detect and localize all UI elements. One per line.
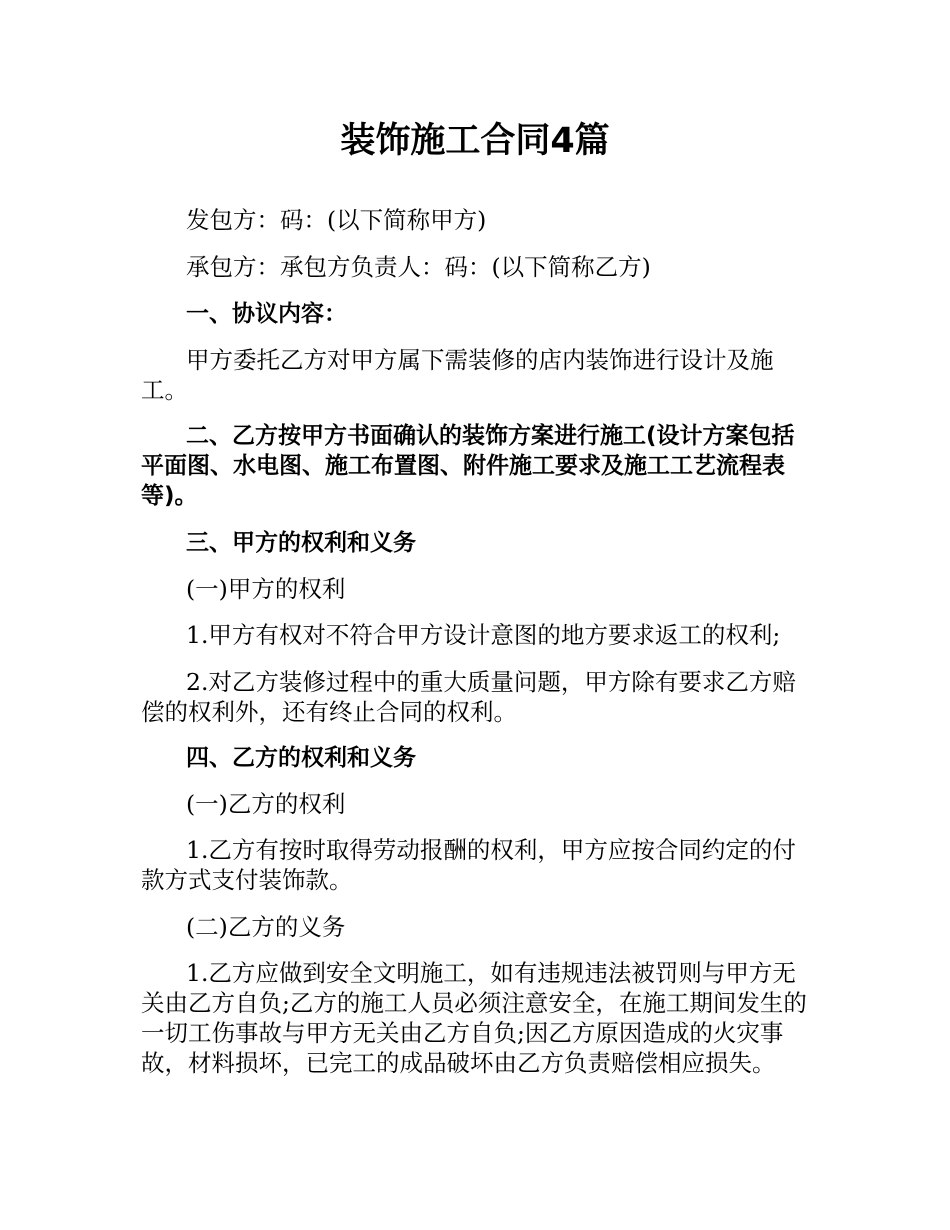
- subheading-party-a-rights: (一)甲方的权利: [186, 575, 346, 603]
- clause-contractor: 承包方：承包方负责人：码：(以下简称乙方): [186, 253, 651, 281]
- section-heading-party-a: 三、甲方的权利和义务: [186, 530, 416, 556]
- clause-agreement-content: 甲方委托乙方对甲方属下需装修的店内装饰进行设计及施工。: [141, 346, 774, 404]
- clause-party-a-right-1: 1.甲方有权对不符合甲方设计意图的地方要求返工的权利;: [186, 621, 781, 649]
- clause-party-a-right-2: 2.对乙方装修过程中的重大质量问题，甲方除有要求乙方赔偿的权利外，还有终止合同的权利。: [141, 668, 796, 726]
- document-title: 装饰施工合同4篇: [340, 121, 610, 161]
- subheading-party-b-obligations: (二)乙方的义务: [186, 913, 346, 941]
- section-heading-agreement: 一、协议内容：: [186, 301, 347, 327]
- clause-employer: 发包方：码：(以下简称甲方): [186, 206, 487, 234]
- section-heading-party-b: 四、乙方的权利和义务: [186, 745, 416, 771]
- clause-party-b-right-1: 1.乙方有按时取得劳动报酬的权利，甲方应按合同约定的付款方式支付装饰款。: [141, 836, 796, 894]
- clause-party-b-obligation-1: 1.乙方应做到安全文明施工，如有违规违法被罚则与甲方无关由乙方自负;乙方的施工人员必须注意安全，在施工期间发生的一切工伤事故与甲方无关由乙方自负;因乙方原因造成的火灾事故，材料损坏，已完工的成品破坏由乙方负责赔偿相应损失。: [141, 959, 807, 1077]
- section-heading-construction: 二、乙方按甲方书面确认的装饰方案进行施工(设计方案包括平面图、水电图、施工布置图、附件施工要求及施工工艺流程表等)。: [141, 423, 795, 509]
- subheading-party-b-rights: (一)乙方的权利: [186, 790, 346, 818]
